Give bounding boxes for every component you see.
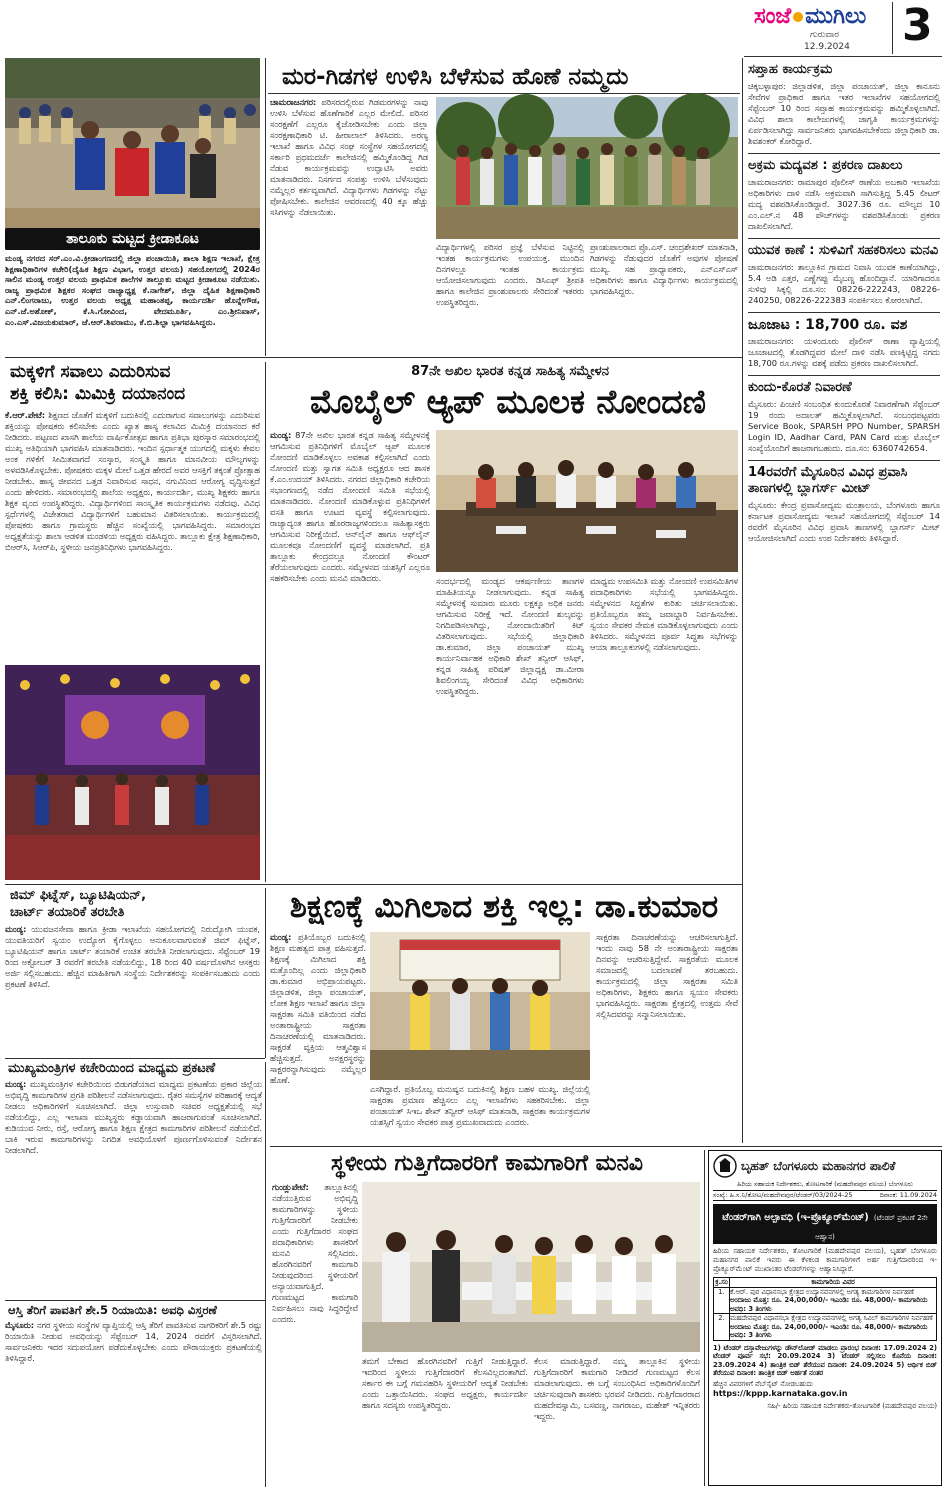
row-rule: [5, 1058, 265, 1059]
kumar-dateline: ಮಂಡ್ಯ:: [270, 932, 292, 942]
gym-text: ಯುವಜನಸೇವಾ ಹಾಗೂ ಕ್ರೀಡಾ ಇಲಾಖೆಯ ಸಹಯೋಗದಲ್ಲಿ ನಿರುದ್ಯೋಗಿ ಯುವಕ, ಯುವತಿಯರಿಗೆ ಸ್ವಯಂ ಉದ್ಯೋಗ ಕೈಗೊಳ್ಳಲು ಅನುಕೂಲವಾಗುವಂತೆ ಜಿಮ್ ಫಿಟ್ನೆಸ್, ಬ್ಯೂಟಿಷಿಯನ್ ಹಾಗೂ ಚಾರ್ಟ್ ತಯಾರಿಕೆ ಉಚಿತ ತರಬೇತಿ ನೀಡಲಾಗುವುದು. ಸೆಪ್ಟೆಂಬರ್ 19 ರಿಂದ ಅಕ್ಟೋಬರ್ 3 ರವರೆಗೆ ತರಬೇತಿ ನಡೆಯಲಿದ್ದು, 18 ರಿಂದ 40 ವರ್ಷದೊಳಗಿನ ಆಸಕ್ತರು ಅರ್ಜಿ ಸಲ್ಲಿಸಬಹುದು. ಹೆಚ್ಚಿನ ಮಾಹಿತಿಗಾಗಿ ಸಂಸ್ಥೆಯ ನಿರ್ದೇಶಕರನ್ನು ಸಂಪರ್ಕಿಸಬಹುದು ಎಂದು ಪ್ರಕಟಣೆ ತಿಳಿಸಿದೆ.: [5, 924, 261, 989]
tax-body: [5, 1320, 262, 1486]
table-cell-work: [730, 1314, 937, 1341]
sidebar-section: [748, 158, 940, 232]
sidebar-rule: [748, 460, 940, 461]
grievance-text: ಮೈಸೂರು: ಪಿಂಚಣಿ ಸಂಬಂಧಿತ ಕುಂದುಕೊರತೆ ನಿವಾರಣೆಗಾಗಿ ಸೆಪ್ಟೆಂಬರ್ 19 ರಂದು ಅದಾಲತ್ ಹಮ್ಮಿಕೊಳ್ಳಲಾಗಿದೆ. ಸಂಬಂಧಪಟ್ಟವರು Service Book, SPARSH PPO Number, SPARSH Login ID, Aadhar Card, PAN Card ಮತ್ತು ಮೊಬೈಲ್ ಸಂಖ್ಯೆಯೊಂದಿಗೆ ಹಾಜರಾಗಬಹುದು. ದೂ.ಸಂ: 6360742654.: [748, 399, 940, 453]
masthead: [744, 2, 942, 54]
sahitya-dateline: ಮಂಡ್ಯ:: [270, 430, 292, 440]
bbmp-table: [713, 1277, 937, 1341]
table-row: [714, 1314, 937, 1341]
contract-body-col1: [272, 1182, 358, 1486]
bbmp-sub: ಹಿರಿಯ ಸಹಾಯಕ ನಿರ್ದೇಶಕರು, ತೋಟಗಾರಿಕೆ (ಮಹದೇವಪುರ ವಲಯ) ಬೆಂಗಳೂರು: [737, 1180, 913, 1188]
sahitya-photo: [436, 430, 738, 572]
column-rule: [265, 362, 266, 882]
kabaddi-banner-text: ತಾಲೂಕು ಮಟ್ಟದ ಕ್ರೀಡಾಕೂಟ: [66, 231, 199, 247]
contract-photo-graphic: [362, 1182, 700, 1352]
gym-headline-1: ಜಿಮ್ ಫಿಟ್ನೆಸ್, ಬ್ಯೂಟಿಷಿಯನ್,: [10, 888, 147, 903]
bbmp-row2-amount: ಅಂದಾಜು ಮೊತ್ತ: ರೂ. 24,00,000/- ಇಎಂಡಿ: ರೂ. 48,000/- ಕಾಮಗಾರಿಯ ಅವಧಿ: 3 ತಿಂಗಳು: [730, 1322, 928, 1339]
cm-office-headline: ಮುಖ್ಯಮಂತ್ರಿಗಳ ಕಚೇರಿಯಿಂದ ಮಾಧ್ಯಮ ಪ್ರಕಟಣೆ: [8, 1061, 216, 1076]
bbmp-ref-date: ದಿನಾಂಕ: 11.09.2024: [879, 1191, 937, 1199]
sahitya-kicker: 87ನೇ ಅಖಿಲ ಭಾರತ ಕನ್ನಡ ಸಾಹಿತ್ಯ ಸಮ್ಮೇಳನ: [411, 364, 609, 379]
bbmp-header: [713, 1154, 937, 1178]
tax-dateline: ಮೈಸೂರು:: [5, 1320, 35, 1330]
liquor-text: ಚಾಮರಾಜನಗರ: ರಾಮಾಪುರ ಪೊಲೀಸ್ ಠಾಣೆಯ ಅಬಕಾರಿ ಇಲಾಖೆಯ ಅಧಿಕಾರಿಗಳು ದಾಳಿ ನಡೆಸಿ ಅಕ್ರಮವಾಗಿ ಸಾಗಿಸುತ್ತಿದ್ದ 5.45 ಲೀಟರ್ ಮದ್ಯ ವಶಪಡಿಸಿಕೊಂಡಿದ್ದಾರೆ. 3027.36 ರೂ. ಮೌಲ್ಯದ 10 ಎಂ.ಎಲ್.ನ 48 ಪೌಚ್‌ಗಳನ್ನು ವಶಪಡಿಸಿಕೊಂಡು ಪ್ರಕರಣ ದಾಖಲಿಸಲಾಗಿದೆ.: [748, 177, 940, 231]
kabaddi-caption: ಮಂಡ್ಯ ನಗರದ ಸರ್.ಎಂ.ವಿ.ಕ್ರೀಡಾಂಗಣದಲ್ಲಿ ಜಿಲ್ಲಾ ಪಂಚಾಯಿತಿ, ಶಾಲಾ ಶಿಕ್ಷಣ ಇಲಾಖೆ, ಕ್ಷೇತ್ರ ಶಿಕ್ಷಣಾಧಿಕಾರಿಗಳ ಕಚೇರಿ(ದೈಹಿಕ ಶಿಕ್ಷಣ ವಿಭಾಗ, ಉತ್ತರ ವಲಯ) ಸಹಯೋಗದಲ್ಲಿ 2024ರ ಸಾಲಿನ ಮಂಡ್ಯ ಉತ್ತರ ವಲಯ ಪ್ರಾಥಮಿಕ ಶಾಲೆಗಳ ತಾಲ್ಲೂಕು ಮಟ್ಟದ ಕ್ರೀಡಾಕೂಟ ನಡೆಯಿತು. ರಾಜ್ಯ ಪ್ರಾಥಮಿಕ ಶಿಕ್ಷಕರ ಸಂಘದ ರಾಜ್ಯಾಧ್ಯಕ್ಷ ಕೆ.ನಾಗೇಶ್, ಜಿಲ್ಲಾ ದೈಹಿಕ ಶಿಕ್ಷಣಾಧಿಕಾರಿ ಎನ್.ಲಿಂಗರಾಜು, ಉತ್ತರ ವಲಯ ಅಧ್ಯಕ್ಷ ಮಹಾಂತಪ್ಪ, ಕಾರ್ಯದರ್ಶಿ ಹೊನ್ನೇಗೌಡ, ಎನ್.ಜೆ.ಅಶೋಕ್, ಕೆ.ಸಿ.ಗೋವಿಂದ, ವೇದಮೂರ್ತಿ, ಎಂ.ಶ್ರೀನಿವಾಸ್, ಎಂ.ಎಸ್.ವಿಜಯಕುಮಾರ್, ಜೆ.ಆರ್.ಶಿವರಾಮು, ಕೆ.ಬಿ.ಶಿಲ್ಪಾ ಭಾಗವಹಿಸಿದ್ದರು.: [5, 253, 260, 327]
masthead-name-left: ಸಂಜೆ: [754, 4, 792, 29]
sahitya-headline: ಮೊಬೈಲ್ ಆ್ಯಪ್ ಮೂಲಕ ನೋಂದಣಿ: [310, 382, 706, 421]
weekly-text: ಚಿಕ್ಕಬಳ್ಳಾಪುರ: ಜಿಲ್ಲಾಡಳಿತ, ಜಿಲ್ಲಾ ಪಂಚಾಯತ್, ಜಿಲ್ಲಾ ಕಾನೂನು ಸೇವೆಗಳ ಪ್ರಾಧಿಕಾರ ಹಾಗೂ ಇತರ ಇಲಾಖೆಗಳ ಸಹಯೋಗದಲ್ಲಿ ಸೆಪ್ಟೆಂಬರ್ 10 ರಿಂದ ಸಪ್ತಾಹ ಕಾರ್ಯಕ್ರಮವನ್ನು ಹಮ್ಮಿಕೊಳ್ಳಲಾಗಿದೆ. ವಿವಿಧ ಶಾಲಾ ಕಾಲೇಜುಗಳಲ್ಲಿ ಜಾಗೃತಿ ಕಾರ್ಯಕ್ರಮಗಳನ್ನು ಏರ್ಪಡಿಸಲಾಗಿದ್ದು ಸಾರ್ವಜನಿಕರು ಭಾಗವಹಿಸಬೇಕೆಂದು ಜಿಲ್ಲಾಧಿಕಾರಿ ಡಾ. ಶಿವಶಂಕರ್ ಕೋರಿದ್ದಾರೆ.: [748, 81, 940, 146]
tree-headline-rule: [268, 93, 740, 94]
row-rule: [5, 1300, 265, 1301]
bbmp-website-link[interactable]: https://kppp.karnataka.gov.in: [713, 1388, 848, 1398]
mimicry-headline-1: ಮಕ್ಕಳಿಗೆ ಸವಾಲು ಎದುರಿಸುವ: [10, 362, 171, 382]
sahitya-body-col2: ಸಂದರ್ಭದಲ್ಲಿ ಮಂಡ್ಯದ ಆಕರ್ಷಣೀಯ ತಾಣಗಳ ಮಾಹಿತಿಯನ್ನೂ ನೀಡಲಾಗುವುದು. ಕನ್ನಡ ಸಾಹಿತ್ಯ ಸಮ್ಮೇಳನಕ್ಕೆ ಸುಮಾರು ಮೂರು ಲಕ್ಷಕ್ಕೂ ಅಧಿಕ ಜನರು ಆಗಮಿಸುವ ನಿರೀಕ್ಷೆ ಇದೆ. ನೋಂದಣಿ ಶುಲ್ಕವನ್ನು ನಿಗದಿಪಡಿಸಲಾಗಿದ್ದು, ನೋಂದಾಯಿತರಿಗೆ ಕಿಟ್ ವಿತರಿಸಲಾಗುವುದು. ಸಭೆಯಲ್ಲಿ ಜಿಲ್ಲಾಧಿಕಾರಿ ಡಾ.ಕುಮಾರ, ಜಿಲ್ಲಾ ಪಂಚಾಯತ್ ಮುಖ್ಯ ಕಾರ್ಯನಿರ್ವಾಹಕ ಅಧಿಕಾರಿ ಶೇಖ್ ತನ್ವೀರ್ ಆಸಿಫ್, ಕನ್ನಡ ಸಾಹಿತ್ಯ ಪರಿಷತ್ ಜಿಲ್ಲಾಧ್ಯಕ್ಷ ಡಾ.ಮೀರಾ ಶಿವಲಿಂಗಯ್ಯ ಸೇರಿದಂತೆ ವಿವಿಧ ಅಧಿಕಾರಿಗಳು ಉಪಸ್ಥಿತರಿದ್ದರು.: [436, 576, 584, 696]
sidebar-section: [748, 62, 940, 147]
gym-body: [5, 924, 260, 1054]
column-rule: [265, 1062, 266, 1487]
mimicry-body: [5, 410, 260, 660]
bbmp-subtitle: (ಟೆಂಡರ್ ಪ್ರಕಟಣೆ 2ನೇ ಆಹ್ವಾನ): [815, 1214, 928, 1241]
contract-photo: [362, 1182, 700, 1352]
masthead-day: ಗುರುವಾರ: [810, 30, 840, 40]
bbmp-title: ಟೆಂಡರ್‌ಗಾಗಿ ಅಲ್ಪಾವಧಿ (ಇ-ಪ್ರೊಕ್ಯೂರ್‌ಮೆಂಟ್): [722, 1212, 869, 1223]
tax-headline: ಆಸ್ತಿ ತೆರಿಗೆ ಪಾವತಿಗೆ ಶೇ.5 ರಿಯಾಯಿತಿ: ಅವಧಿ ವಿಸ್ತರಣೆ: [8, 1303, 217, 1317]
grievance-headline: ಕುಂದು-ಕೊರತೆ ನಿವಾರಣೆ: [748, 380, 852, 395]
tree-headline: ಮರ-ಗಿಡಗಳ ಉಳಿಸಿ ಬೆಳೆಸುವ ಹೊಣೆ ನಮ್ಮದು: [282, 64, 629, 90]
bloggers-text: ಮೈಸೂರು: ಕೇಂದ್ರ ಪ್ರವಾಸೋದ್ಯಮ ಮಂತ್ರಾಲಯ, ಬೆಂಗಳೂರು ಹಾಗೂ ಕರ್ನಾಟಕ ಪ್ರವಾಸೋದ್ಯಮ ಇಲಾಖೆ ಸಹಯೋಗದಲ್ಲಿ ಸೆಪ್ಟೆಂಬರ್ 14 ರವರೆಗೆ ಮೈಸೂರಿನ ವಿವಿಧ ಪ್ರವಾಸಿ ತಾಣಗಳಲ್ಲಿ ಬ್ಲಾಗರ್ಸ್ ಮೀಟ್ ಆಯೋಜಿಸಲಾಗಿದೆ ಎಂದು ಉಪ ನಿರ್ದೇಶಕರು ತಿಳಿಸಿದ್ದಾರೆ.: [748, 500, 940, 543]
sahitya-body-col1: [270, 430, 430, 880]
mimicry-headline-2: ಶಕ್ತಿ ಕಲಿಸಿ: ಮಿಮಿಕ್ರಿ ದಯಾನಂದ: [10, 384, 186, 404]
mimicry-dateline: ಕೆ.ಆರ್.ಪೇಟೆ:: [5, 410, 46, 420]
table-header-sl: ಕ್ರ.ಸಂ: [715, 1278, 728, 1286]
table-header-work: ಕಾಮಗಾರಿಯ ವಿವರ: [730, 1278, 937, 1288]
tree-dateline: ಚಾಮರಾಜನಗರ:: [270, 97, 317, 107]
bbmp-sign: ಸಹಿ/- ಹಿರಿಯ ಸಹಾಯಕ ನಿರ್ದೇಶಕರು-ತೋಟಗಾರಿಕೆ (ಮಹದೇವಪುರ ವಲಯ): [767, 1401, 937, 1410]
contract-body-col3: ಕೆಲಸ ಮಾಡುತ್ತಿದ್ದಾರೆ. ನಮ್ಮ ತಾಲ್ಲೂಕಿನ ಸ್ಥಳೀಯ ಗುತ್ತಿಗೆದಾರರಿಗೆ ಕಾಮಗಾರಿ ನೀಡಿದರೆ ಗುಣಮಟ್ಟದ ಕೆಲಸ ಮಾಡಲಾಗುವುದು. ಈ ಬಗ್ಗೆ ಸಂಬಂಧಿಸಿದ ಅಧಿಕಾರಿಗಳೊಂದಿಗೆ ಚರ್ಚಿಸುವುದಾಗಿ ಶಾಸಕರು ಭರವಸೆ ನೀಡಿದರು. ಗುತ್ತಿಗೆದಾರರಾದ ಮಹದೇವಸ್ವಾಮಿ, ಬಸವಣ್ಣ, ನಾಗರಾಜು, ಮಹೇಶ್ ಇನ್ನಿತರರು ಇದ್ದರು.: [534, 1356, 700, 1421]
masthead-name-right: ಮುಗಿಲು: [805, 4, 867, 29]
missing-headline: ಯುವಕ ಕಾಣೆ : ಸುಳಿವಿಗೆ ಸಹಕರಿಸಲು ಮನವಿ: [748, 243, 939, 258]
sidebar-section: [748, 465, 940, 544]
row-rule: [5, 357, 742, 358]
missing-text: ಚಾಮರಾಜನಗರ: ತಾಲ್ಲೂಕಿನ ಗ್ರಾಮದ ನಿವಾಸಿ ಯುವಕ ಕಾಣೆಯಾಗಿದ್ದು, 5.4 ಅಡಿ ಎತ್ತರ, ಎಣ್ಣೆಗಪ್ಪು ಮೈಬಣ್ಣ ಹೊಂದಿದ್ದಾನೆ. ಯಾರಿಗಾದರೂ ಸುಳಿವು ಸಿಕ್ಕಲ್ಲಿ ದೂ.ಸಂ: 08226-222243, 08226-240250, 08226-222383 ಸಂಪರ್ಕಿಸಲು ಕೋರಲಾಗಿದೆ.: [748, 262, 940, 305]
kumar-photo-graphic: [370, 932, 590, 1080]
bbmp-org: ಬೃಹತ್ ಬೆಂಗಳೂರು ಮಹಾನಗರ ಪಾಲಿಕೆ: [741, 1159, 896, 1173]
masthead-date: 12.9.2024: [804, 42, 850, 52]
contract-headline: ಸ್ಥಳೀಯ ಗುತ್ತಿಗೆದಾರರಿಗೆ ಕಾಮಗಾರಿಗೆ ಮನವಿ: [331, 1151, 643, 1176]
table-cell-sl: 1.: [714, 1287, 730, 1314]
masthead-rule: [744, 56, 942, 57]
gym-headline-2: ಚಾರ್ಟ್ ತಯಾರಿಕೆ ತರಬೇತಿ: [10, 905, 125, 920]
bbmp-ref-no: ಸಂಖ್ಯೆ: ಹಿ.ಸ.ನಿ/ತೋಟ/ಮಹದೇವಪುರ/ಟೆಂಡರ್/03/2024-25: [713, 1191, 853, 1199]
liquor-headline: ಅಕ್ರಮ ಮದ್ಯವಶ : ಪ್ರಕರಣ ದಾಖಲು: [748, 158, 903, 173]
column-rule: [704, 1150, 705, 1486]
kumar-body-col2: ಎಸಗಿದ್ದಾರೆ. ಪ್ರತಿಯೊಬ್ಬ ಮನುಷ್ಯನ ಬದುಕಿನಲ್ಲಿ ಶಿಕ್ಷಣ ಬಹಳ ಮುಖ್ಯ. ಜಿಲ್ಲೆಯಲ್ಲಿ ಸಾಕ್ಷರತಾ ಪ್ರಮಾಣ ಹೆಚ್ಚಿಸಲು ಎಲ್ಲ ಇಲಾಖೆಗಳು ಸಹಕರಿಸಬೇಕು. ಜಿಲ್ಲಾ ಪಂಚಾಯತ್ ಸಿಇಒ ಶೇಖ್ ತನ್ವೀರ್ ಆಸಿಫ್ ಮಾತನಾಡಿ, ಸಾಕ್ಷರತಾ ಕಾರ್ಯಕ್ರಮಗಳ ಯಶಸ್ಸಿಗೆ ಸ್ವಯಂ ಸೇವಕರ ಪಾತ್ರ ಪ್ರಮುಖವಾದುದು ಎಂದರು.: [370, 1084, 590, 1127]
kumar-body-col1: [270, 932, 367, 1085]
bbmp-website-note: ಹೆಚ್ಚಿನ ವಿವರಗಳಿಗೆ ವೆಬ್‌ಸೈಟ್ ನೋಡಬಹುದು: [713, 1379, 814, 1388]
kumar-headline: ಶಿಕ್ಷಣಕ್ಕೆ ಮಿಗಿಲಾದ ಶಕ್ತಿ ಇಲ್ಲ: ಡಾ.ಕುಮಾರ: [289, 889, 719, 925]
contract-body-col2: ತಮಗೆ ಬೇಕಾದ ಹೊರಗಿನವರಿಗೆ ಗುತ್ತಿಗೆ ನೀಡುತ್ತಿದ್ದಾರೆ. ಇದರಿಂದ ಸ್ಥಳೀಯ ಗುತ್ತಿಗೆದಾರರಿಗೆ ಕೆಲಸವಿಲ್ಲದಂತಾಗಿದೆ. ಸರ್ಕಾರ ಈ ಬಗ್ಗೆ ಗಮನಹರಿಸಿ ಸ್ಥಳೀಯರಿಗೆ ಆದ್ಯತೆ ನೀಡಬೇಕು ಎಂದು ಒತ್ತಾಯಿಸಿದರು. ಸಂಘದ ಅಧ್ಯಕ್ಷರು, ಕಾರ್ಯದರ್ಶಿ ಹಾಗೂ ಸದಸ್ಯರು ಉಪಸ್ಥಿತರಿದ್ದರು.: [362, 1356, 528, 1410]
gym-dateline: ಮಂಡ್ಯ:: [5, 924, 27, 934]
column-rule: [265, 888, 266, 1058]
table-row: [714, 1287, 937, 1314]
sidebar-rule: [748, 238, 940, 239]
table-row: [714, 1278, 937, 1288]
cm-office-body: [5, 1079, 262, 1279]
mimicry-photo-graphic: [5, 665, 260, 880]
sidebar-section: [748, 380, 940, 454]
bbmp-emblem-icon: [713, 1154, 737, 1178]
kumar-photo: [370, 932, 590, 1080]
cm-office-dateline: ಮಂಡ್ಯ:: [5, 1079, 27, 1089]
sidebar-section: [748, 243, 940, 306]
table-cell-sl: 2.: [714, 1314, 730, 1341]
row-rule: [270, 1146, 942, 1147]
weekly-sidebar: [748, 62, 940, 1140]
row-rule: [5, 884, 742, 885]
kabaddi-banner: [5, 228, 260, 250]
mimicry-text: ಶಿಕ್ಷಣದ ಜೊತೆಗೆ ಮಕ್ಕಳಿಗೆ ಬದುಕಿನಲ್ಲಿ ಎದುರಾಗುವ ಸವಾಲುಗಳನ್ನು ಎದುರಿಸುವ ಶಕ್ತಿಯನ್ನು ಪೋಷಕರು ಕಲಿಸಬೇಕು ಎಂದು ಖ್ಯಾತ ಹಾಸ್ಯ ಕಲಾವಿದ ಮಿಮಿಕ್ರಿ ದಯಾನಂದ ಕರೆ ನೀಡಿದರು. ಪಟ್ಟಣದ ಖಾಸಗಿ ಶಾಲೆಯ ವಾರ್ಷಿಕೋತ್ಸವ ಹಾಗೂ ಪ್ರತಿಭಾ ಪುರಸ್ಕಾರ ಸಮಾರಂಭದಲ್ಲಿ ಮುಖ್ಯ ಅತಿಥಿಯಾಗಿ ಭಾಗವಹಿಸಿ ಮಾತನಾಡಿದರು. ಇಂದಿನ ಸ್ಪರ್ಧಾತ್ಮಕ ಯುಗದಲ್ಲಿ ಮಕ್ಕಳು ಕೇವಲ ಅಂಕ ಗಳಿಕೆಗೆ ಸೀಮಿತವಾಗದೆ ಸಂಸ್ಕಾರ, ಸಂಸ್ಕೃತಿ ಹಾಗೂ ಮಾನವೀಯ ಮೌಲ್ಯಗಳನ್ನು ಅಳವಡಿಸಿಕೊಳ್ಳಬೇಕು. ಪೋಷಕರು ಮಕ್ಕಳ ಮೇಲೆ ಒತ್ತಡ ಹೇರದೆ ಅವರ ಆಸಕ್ತಿಗೆ ತಕ್ಕಂತೆ ಪ್ರೋತ್ಸಾಹ ನೀಡಬೇಕು. ಹಾಸ್ಯ ಜೀವನದ ಒತ್ತಡ ನಿವಾರಿಸುವ ಸಾಧನ, ನಗುವಿನಿಂದ ಆರೋಗ್ಯ ವೃದ್ಧಿಸುತ್ತದೆ ಎಂದು ಹೇಳಿದರು. ಸಮಾರಂಭದಲ್ಲಿ ಶಾಲೆಯ ಅಧ್ಯಕ್ಷರು, ಕಾರ್ಯದರ್ಶಿ, ಮುಖ್ಯ ಶಿಕ್ಷಕರು ಹಾಗೂ ಶಿಕ್ಷಕ ವೃಂದ ಉಪಸ್ಥಿತರಿದ್ದರು. ವಿದ್ಯಾರ್ಥಿಗಳಿಂದ ಸಾಂಸ್ಕೃತಿಕ ಕಾರ್ಯಕ್ರಮಗಳು ನಡೆದವು. ವಿವಿಧ ಸ್ಪರ್ಧೆಗಳಲ್ಲಿ ವಿಜೇತರಾದ ವಿದ್ಯಾರ್ಥಿಗಳಿಗೆ ಬಹುಮಾನ ವಿತರಿಸಲಾಯಿತು. ಕಾರ್ಯಕ್ರಮದಲ್ಲಿ ಪೋಷಕರು ಹಾಗೂ ಗ್ರಾಮಸ್ಥರು ಹೆಚ್ಚಿನ ಸಂಖ್ಯೆಯಲ್ಲಿ ಭಾಗವಹಿಸಿದ್ದರು. ಸಮಾರಂಭದ ಅಧ್ಯಕ್ಷತೆಯನ್ನು ಶಾಲಾ ಆಡಳಿತ ಮಂಡಳಿಯ ಅಧ್ಯಕ್ಷರು ವಹಿಸಿದ್ದರು. ತಾಲ್ಲೂಕು ಕ್ಷೇತ್ರ ಶಿಕ್ಷಣಾಧಿಕಾರಿ, ಬಿಆರ್‌ಸಿ, ಸಿಆರ್‌ಪಿ, ಸ್ಥಳೀಯ ಜನಪ್ರತಿನಿಧಿಗಳು ಭಾಗವಹಿಸಿದ್ದರು.: [5, 410, 261, 552]
kumar-col1-text: ಪ್ರತಿಯೊಬ್ಬರ ಬದುಕಿನಲ್ಲಿ ಶಿಕ್ಷಣ ಮಹತ್ವದ ಪಾತ್ರ ವಹಿಸುತ್ತದೆ. ಶಿಕ್ಷಣಕ್ಕೆ ಮಿಗಿಲಾದ ಶಕ್ತಿ ಮತ್ತೊಂದಿಲ್ಲ ಎಂದು ಜಿಲ್ಲಾಧಿಕಾರಿ ಡಾ.ಕುಮಾರ ಅಭಿಪ್ರಾಯಪಟ್ಟರು. ಜಿಲ್ಲಾಡಳಿತ, ಜಿಲ್ಲಾ ಪಂಚಾಯತ್, ಲೋಕ ಶಿಕ್ಷಣ ಇಲಾಖೆ ಹಾಗೂ ಜಿಲ್ಲಾ ಸಾಕ್ಷರತಾ ಸಮಿತಿ ವತಿಯಿಂದ ನಡೆದ ಅಂತಾರಾಷ್ಟ್ರೀಯ ಸಾಕ್ಷರತಾ ದಿನಾಚರಣೆಯಲ್ಲಿ ಮಾತನಾಡಿದರು. ಸಾಕ್ಷರತೆ ವ್ಯಕ್ತಿಯ ಆತ್ಮವಿಶ್ವಾಸ ಹೆಚ್ಚಿಸುತ್ತದೆ. ಅನಕ್ಷರಸ್ಥರನ್ನು ಸಾಕ್ಷರರನ್ನಾಗಿಸುವುದು ನಮ್ಮೆಲ್ಲರ ಹೊಣೆ.: [270, 932, 367, 1085]
bbmp-row1-amount: ಅಂದಾಜು ಮೊತ್ತ: ರೂ. 24,00,000/- ಇಎಂಡಿ: ರೂ. 48,000/- ಕಾಮಗಾರಿಯ ಅವಧಿ: 3 ತಿಂಗಳು: [730, 1296, 928, 1313]
mimicry-photo: [5, 665, 260, 880]
bbmp-title-band: [713, 1204, 937, 1244]
gambling-text: ಚಾಮರಾಜನಗರ: ಯಳಂದೂರು ಪೊಲೀಸ್ ಠಾಣಾ ವ್ಯಾಪ್ತಿಯಲ್ಲಿ ಜೂಜಾಟದಲ್ಲಿ ತೊಡಗಿದ್ದವರ ಮೇಲೆ ದಾಳಿ ನಡೆಸಿ ಪಣಕ್ಕಿಟ್ಟಿದ್ದ ನಗದು 18,700 ರೂ.ಗಳನ್ನು ವಶಕ್ಕೆ ಪಡೆದು ಪ್ರಕರಣ ದಾಖಲಿಸಲಾಗಿದೆ.: [748, 336, 940, 368]
sidebar-rule: [748, 312, 940, 313]
cloud-icon: [793, 12, 803, 22]
tree-body-col1: [270, 97, 428, 351]
masthead-logo: [754, 4, 866, 30]
gambling-headline: ಜೂಜಾಟ : 18,700 ರೂ. ವಶ: [748, 317, 908, 333]
masthead-divider: [892, 2, 893, 54]
sahitya-photo-graphic: [436, 430, 738, 572]
cm-office-text: ಮುಖ್ಯಮಂತ್ರಿಗಳ ಕಚೇರಿಯಿಂದ ಬಿಡುಗಡೆಯಾದ ಮಾಧ್ಯಮ ಪ್ರಕಟಣೆಯ ಪ್ರಕಾರ ಜಿಲ್ಲೆಯ ಅಭಿವೃದ್ಧಿ ಕಾಮಗಾರಿಗಳ ಪ್ರಗತಿ ಪರಿಶೀಲನೆ ನಡೆಸಲಾಗುವುದು. ರೈತರ ಸಮಸ್ಯೆಗಳ ಪರಿಹಾರಕ್ಕೆ ಆದ್ಯತೆ ನೀಡಲು ಅಧಿಕಾರಿಗಳಿಗೆ ಸೂಚಿಸಲಾಗಿದೆ. ಜಿಲ್ಲಾ ಉಸ್ತುವಾರಿ ಸಚಿವರ ಅಧ್ಯಕ್ಷತೆಯಲ್ಲಿ ಸಭೆ ನಡೆಯಲಿದ್ದು, ಎಲ್ಲ ಇಲಾಖಾ ಮುಖ್ಯಸ್ಥರು ಕಡ್ಡಾಯವಾಗಿ ಹಾಜರಾಗುವಂತೆ ಸೂಚಿಸಲಾಗಿದೆ. ಕುಡಿಯುವ ನೀರು, ರಸ್ತೆ, ಆರೋಗ್ಯ ಹಾಗೂ ಶಿಕ್ಷಣ ಕ್ಷೇತ್ರದ ಕಾಮಗಾರಿಗಳ ಪರಿಶೀಲನೆ ನಡೆಯಲಿದೆ. ಬಾಕಿ ಇರುವ ಕಾಮಗಾರಿಗಳನ್ನು ನಿಗದಿತ ಅವಧಿಯೊಳಗೆ ಪೂರ್ಣಗೊಳಿಸುವಂತೆ ನಿರ್ದೇಶನ ನೀಡಲಾಗಿದೆ.: [5, 1079, 262, 1155]
bbmp-dates: 1) ಟೆಂಡರ್ ದಸ್ತಾವೇಜುಗಳನ್ನು ಡೌನ್‌ಲೋಡ್ ಮಾಡಲು ಪ್ರಾರಂಭ ದಿನಾಂಕ: 17.09.2024 2) ಟೆಂಡರ್ ಪೂರ್ವ ಸಭೆ: 20.09.2024 3) ಟೆಂಡರ್ ಸಲ್ಲಿಸಲು ಕೊನೆಯ ದಿನಾಂಕ: 23.09.2024 4) ತಾಂತ್ರಿಕ ಬಿಡ್ ತೆರೆಯುವ ದಿನಾಂಕ: 24.09.2024 5) ಆರ್ಥಿಕ ಬಿಡ್ ತೆರೆಯುವ ದಿನಾಂಕ: ತಾಂತ್ರಿಕ ಬಿಡ್ ಅರ್ಹತೆ ನಂತರ: [713, 1343, 937, 1378]
sidebar-rule: [748, 153, 940, 154]
contract-col1-text: ತಾಲ್ಲೂಕಿನಲ್ಲಿ ನಡೆಯುತ್ತಿರುವ ಅಭಿವೃದ್ಧಿ ಕಾಮಗಾರಿಗಳನ್ನು ಸ್ಥಳೀಯ ಗುತ್ತಿಗೆದಾರರಿಗೆ ನೀಡಬೇಕು ಎಂದು ಗುತ್ತಿಗೆದಾರರ ಸಂಘದ ಪದಾಧಿಕಾರಿಗಳು ಶಾಸಕರಿಗೆ ಮನವಿ ಸಲ್ಲಿಸಿದರು. ಹೊರಗಿನವರಿಗೆ ಕಾಮಗಾರಿ ನೀಡುವುದರಿಂದ ಸ್ಥಳೀಯರಿಗೆ ಅನ್ಯಾಯವಾಗುತ್ತಿದೆ. ಗುಣಮಟ್ಟದ ಕಾಮಗಾರಿ ನಿರ್ವಹಿಸಲು ನಾವು ಸಿದ್ಧರಿದ್ದೇವೆ ಎಂದರು.: [272, 1182, 358, 1324]
table-cell-work: [730, 1287, 937, 1314]
sidebar-section: [748, 317, 940, 369]
tax-text: ನಗರ ಸ್ಥಳೀಯ ಸಂಸ್ಥೆಗಳ ವ್ಯಾಪ್ತಿಯಲ್ಲಿ ಆಸ್ತಿ ತೆರಿಗೆ ಪಾವತಿಸುವ ನಾಗರಿಕರಿಗೆ ಶೇ.5 ರಷ್ಟು ರಿಯಾಯಿತಿ ನೀಡುವ ಅವಧಿಯನ್ನು ಸೆಪ್ಟೆಂಬರ್ 14, 2024 ರವರೆಗೆ ವಿಸ್ತರಿಸಲಾಗಿದೆ. ಸಾರ್ವಜನಿಕರು ಇದರ ಸದುಪಯೋಗ ಪಡೆದುಕೊಳ್ಳಬೇಕು ಎಂದು ಪೌರಾಯುಕ್ತರು ಪ್ರಕಟಣೆಯಲ್ಲಿ ತಿಳಿಸಿದ್ದಾರೆ.: [5, 1320, 262, 1363]
bbmp-row2-work: ಮಹದೇವಪುರ ವಿಧಾನಸಭಾ ಕ್ಷೇತ್ರದ ಉದ್ಯಾನವನಗಳಲ್ಲಿ ಅಗತ್ಯ ಸಿವಿಲ್ ಕಾಮಗಾರಿಗಳ ನಿರ್ವಹಣೆ: [730, 1314, 933, 1322]
kumar-body-col3: ಸಾಕ್ಷರತಾ ದಿನಾಚರಣೆಯನ್ನು ಆಚರಿಸಲಾಗುತ್ತಿದೆ. ಇಂದು ನಾವು 58 ನೇ ಅಂತಾರಾಷ್ಟ್ರೀಯ ಸಾಕ್ಷರತಾ ದಿನವನ್ನು ಆಚರಿಸುತ್ತಿದ್ದೇವೆ. ಸಾಕ್ಷರತೆಯ ಮೂಲಕ ಸಮಾಜದಲ್ಲಿ ಬದಲಾವಣೆ ತರಬಹುದು. ಕಾರ್ಯಕ್ರಮದಲ್ಲಿ ಜಿಲ್ಲಾ ಸಾಕ್ಷರತಾ ಸಮಿತಿ ಅಧಿಕಾರಿಗಳು, ಶಿಕ್ಷಕರು ಹಾಗೂ ಸ್ವಯಂ ಸೇವಕರು ಭಾಗವಹಿಸಿದ್ದರು. ಸಾಕ್ಷರತಾ ಕ್ಷೇತ್ರದಲ್ಲಿ ಉತ್ತಮ ಸೇವೆ ಸಲ್ಲಿಸಿದವರನ್ನು ಸನ್ಮಾನಿಸಲಾಯಿತು.: [596, 932, 738, 1019]
kabaddi-photo-graphic: [5, 58, 260, 250]
bloggers-headline: 14ರವರೆಗೆ ಮೈಸೂರಿನ ವಿವಿಧ ಪ್ರವಾಸಿ ತಾಣಗಳಲ್ಲಿ ಬ್ಲಾಗರ್ಸ್ ಮೀಟ್: [748, 465, 908, 496]
bbmp-intro: ಹಿರಿಯ ಸಹಾಯಕ ನಿರ್ದೇಶಕರು, ತೋಟಗಾರಿಕೆ (ಮಹದೇವಪುರ ವಲಯ), ಬೃಹತ್ ಬೆಂಗಳೂರು ಮಹಾನಗರ ಪಾಲಿಕೆ ಇವರು ಈ ಕೆಳಕಂಡ ಕಾಮಗಾರಿಗಳಿಗೆ ಅರ್ಹ ಗುತ್ತಿಗೆದಾರರಿಂದ ಇ-ಪ್ರೊಕ್ಯೂರ್‌ಮೆಂಟ್ ಮುಖಾಂತರ ಟೆಂಡರ್‌ಗಳನ್ನು ಆಹ್ವಾನಿಸಿದ್ದಾರೆ.: [713, 1247, 937, 1273]
sahitya-col1-text: 87ನೇ ಅಖಿಲ ಭಾರತ ಕನ್ನಡ ಸಾಹಿತ್ಯ ಸಮ್ಮೇಳನಕ್ಕೆ ಆಗಮಿಸುವ ಪ್ರತಿನಿಧಿಗಳಿಗೆ ಮೊಬೈಲ್ ಆ್ಯಪ್ ಮೂಲಕ ನೋಂದಣಿ ಮಾಡಿಕೊಳ್ಳಲು ಅವಕಾಶ ಕಲ್ಪಿಸಲಾಗಿದೆ ಎಂದು ನೋಂದಣಿ ಮತ್ತು ಸ್ವಾಗತ ಸಮಿತಿ ಅಧ್ಯಕ್ಷರೂ ಆದ ಶಾಸಕ ಕೆ.ಎಂ.ಉದಯ್ ತಿಳಿಸಿದರು. ನಗರದ ಜಿಲ್ಲಾಧಿಕಾರಿ ಕಚೇರಿಯ ಸಭಾಂಗಣದಲ್ಲಿ ನಡೆದ ನೋಂದಣಿ ಸಮಿತಿ ಸಭೆಯಲ್ಲಿ ಮಾತನಾಡಿದರು. ನೋಂದಣಿ ಮಾಡಿಕೊಳ್ಳುವ ಪ್ರತಿನಿಧಿಗಳಿಗೆ ವಸತಿ ಹಾಗೂ ಊಟದ ವ್ಯವಸ್ಥೆ ಕಲ್ಪಿಸಲಾಗುವುದು. ರಾಜ್ಯಾದ್ಯಂತ ಹಾಗೂ ಹೊರರಾಜ್ಯಗಳಿಂದಲೂ ಸಾಹಿತ್ಯಾಸಕ್ತರು ಆಗಮಿಸುವ ನಿರೀಕ್ಷೆಯಿದೆ. ಆನ್‌ಲೈನ್ ಹಾಗೂ ಆಫ್‌ಲೈನ್ ಮೂಲಕವೂ ನೋಂದಣಿಗೆ ವ್ಯವಸ್ಥೆ ಮಾಡಲಾಗಿದೆ. ಪ್ರತಿ ತಾಲ್ಲೂಕು ಕೇಂದ್ರದಲ್ಲೂ ನೋಂದಣಿ ಕೌಂಟರ್ ತೆರೆಯಲಾಗುವುದು ಎಂದರು. ಸಮ್ಮೇಳನದ ಯಶಸ್ಸಿಗೆ ಎಲ್ಲರೂ ಸಹಕರಿಸಬೇಕು ಎಂದು ಮನವಿ ಮಾಡಿದರು.: [270, 430, 430, 583]
sidebar-rule: [748, 375, 940, 376]
weekly-headline: ಸಪ್ತಾಹ ಕಾರ್ಯಕ್ರಮ: [748, 62, 833, 77]
tree-body-col2: ವಿದ್ಯಾರ್ಥಿಗಳಲ್ಲಿ ಪರಿಸರ ಪ್ರಜ್ಞೆ ಬೆಳೆಸುವ ನಿಟ್ಟಿನಲ್ಲಿ ಇಂತಹ ಕಾರ್ಯಕ್ರಮಗಳು ಉಪಯುಕ್ತ. ಮುಂದಿನ ದಿನಗಳಲ್ಲೂ ಇಂತಹ ಕಾರ್ಯಕ್ರಮ ಆಯೋಜಿಸಲಾಗುವುದು ಎಂದರು. ಡಿಸಿಎಫ್ ಶ್ರೀಪತಿ ಹಾಗೂ ಕಾಲೇಜಿನ ಪ್ರಾಂಶುಪಾಲರು ಸೇರಿದಂತೆ ಇತರರು ಉಪಸ್ಥಿತರಿದ್ದರು.: [436, 242, 584, 307]
sahitya-body-col3: ಮಾಧ್ಯಮ ಉಪಸಮಿತಿ ಮತ್ತು ನೋಂದಣಿ ಉಪಸಮಿತಿಗಳ ಪದಾಧಿಕಾರಿಗಳು ಸಭೆಯಲ್ಲಿ ಭಾಗವಹಿಸಿದ್ದರು. ಸಮ್ಮೇಳನದ ಸಿದ್ಧತೆಗಳ ಕುರಿತು ಚರ್ಚಿಸಲಾಯಿತು. ಪ್ರತಿಯೊಬ್ಬರೂ ತಮ್ಮ ಜವಾಬ್ದಾರಿ ನಿರ್ವಹಿಸಬೇಕು. ಸ್ವಯಂ ಸೇವಕರ ನೇಮಕ ಮಾಡಿಕೊಳ್ಳಲಾಗುವುದು ಎಂದು ತಿಳಿಸಿದರು. ಸಮ್ಮೇಳನದ ಪೂರ್ವ ಸಿದ್ಧತಾ ಸಭೆಗಳನ್ನು ಆಯಾ ತಾಲ್ಲೂಕುಗಳಲ್ಲಿ ನಡೆಸಲಾಗುವುದು.: [590, 576, 738, 652]
tree-photo-graphic: [436, 97, 738, 239]
tree-col1-text: ಪರಿಸರದಲ್ಲಿರುವ ಗಿಡಮರಗಳನ್ನು ನಾವು ಉಳಿಸಿ ಬೆಳೆಸುವ ಹೊಣೆಗಾರಿಕೆ ಎಲ್ಲರ ಮೇಲಿದೆ. ಪರಿಸರ ಸಂರಕ್ಷಣೆಗೆ ಎಲ್ಲರೂ ಕೈಜೋಡಿಸಬೇಕು ಎಂದು ಜಿಲ್ಲಾ ಸಂರಕ್ಷಣಾಧಿಕಾರಿ ಟಿ. ಹೀರಾಲಾಲ್ ತಿಳಿಸಿದರು. ಅರಣ್ಯ ಇಲಾಖೆ ಹಾಗೂ ವಿವಿಧ ಸಂಘ ಸಂಸ್ಥೆಗಳ ಸಹಯೋಗದಲ್ಲಿ ಸರ್ಕಾರಿ ಪ್ರಥಮದರ್ಜೆ ಕಾಲೇಜಿನಲ್ಲಿ ಹಮ್ಮಿಕೊಂಡಿದ್ದ ಗಿಡ ನೆಡುವ ಕಾರ್ಯಕ್ರಮವನ್ನು ಉದ್ಘಾಟಿಸಿ ಅವರು ಮಾತನಾಡಿದರು. ನಿಸರ್ಗದ ಸಂಪತ್ತು ಉಳಿಸಿ ಬೆಳೆಸುವುದು ನಮ್ಮೆಲ್ಲರ ಕರ್ತವ್ಯವಾಗಿದೆ. ವಿದ್ಯಾರ್ಥಿಗಳು ಗಿಡಗಳನ್ನು ನೆಟ್ಟು ಪೋಷಿಸಬೇಕು. ಕಾಲೇಜಿನ ಆವರಣದಲ್ಲಿ 40 ಕ್ಕೂ ಹೆಚ್ಚು ಸಸಿಗಳನ್ನು ನೆಡಲಾಯಿತು.: [270, 97, 429, 217]
bbmp-refline: [713, 1190, 937, 1201]
kabaddi-photo: [5, 58, 260, 250]
column-rule: [265, 58, 266, 356]
bbmp-tender-ad: [708, 1150, 942, 1486]
bbmp-row1-work: ಕೆ.ಆರ್. ಪುರ ವಿಧಾನಸಭಾ ಕ್ಷೇತ್ರದ ಉದ್ಯಾನವನಗಳಲ್ಲಿ ಅಗತ್ಯ ಕಾಮಗಾರಿಗಳ ನಿರ್ವಹಣೆ: [730, 1287, 914, 1296]
page-number: 3: [902, 0, 933, 51]
tree-photo: [436, 97, 738, 239]
contract-dateline: ಗುಂಡ್ಲುಪೇಟೆ:: [272, 1182, 309, 1192]
bbmp-website-line: [713, 1380, 937, 1399]
column-rule: [742, 58, 743, 1143]
tree-body-col3: ಪ್ರಾಂಶುಪಾಲರಾದ ಪ್ರೊ.ಎಸ್. ಚಂದ್ರಶೇಖರ್ ಮಾತನಾಡಿ, ಗಿಡಗಳನ್ನು ನೆಡುವುದರ ಜೊತೆಗೆ ಅವುಗಳ ಪೋಷಣೆ ಮುಖ್ಯ. ಸಹ ಪ್ರಾಧ್ಯಾಪಕರು, ಎನ್ಎಸ್ಎಸ್ ಅಧಿಕಾರಿಗಳು ಹಾಗೂ ವಿದ್ಯಾರ್ಥಿಗಳು ಕಾರ್ಯಕ್ರಮದಲ್ಲಿ ಭಾಗವಹಿಸಿದ್ದರು.: [590, 242, 738, 296]
